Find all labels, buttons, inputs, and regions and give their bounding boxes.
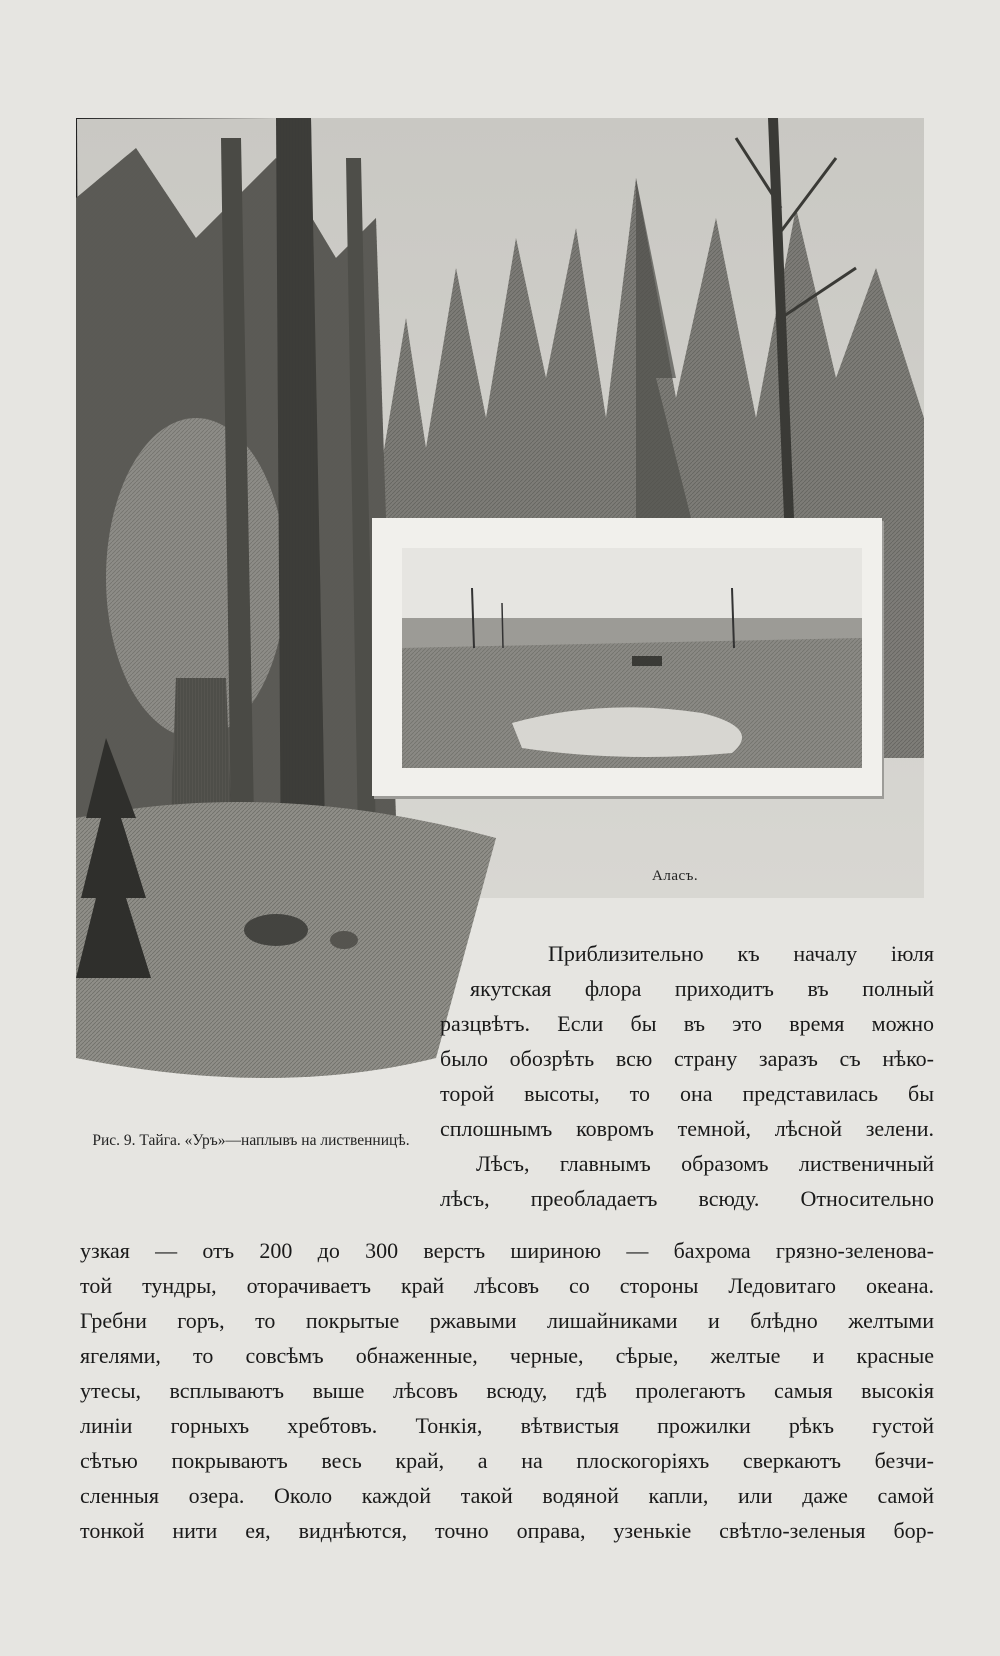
text-line: было обозрѣть всю страну заразъ съ нѣко- xyxy=(440,1046,934,1071)
text-line: Лѣсъ, главнымъ образомъ лиственичный xyxy=(476,1151,934,1176)
text-line: Приблизительно къ началу іюля xyxy=(548,941,934,966)
figure-caption: Рис. 9. Тайга. «Уръ»—наплывъ на лиственницѣ. xyxy=(92,1132,410,1149)
text-line: сленныя озера. Около каждой такой водяной капли, или даже самой xyxy=(80,1483,934,1508)
text-line: линіи горныхъ хребтовъ. Тонкія, вѣтвистыя прожилки рѣкъ густой xyxy=(80,1413,934,1438)
alas-inset-picture xyxy=(372,518,882,796)
text-line: Гребни горъ, то покрытые ржавыми лишайниками и блѣдно желтыми xyxy=(80,1308,934,1333)
right-column-text xyxy=(440,936,934,1216)
text-line: торой высоты, то она представилась бы xyxy=(440,1081,934,1106)
text-line: разцвѣтъ. Если бы въ это время можно xyxy=(440,1011,934,1036)
text-line: лѣсъ, преобладаетъ всюду. Относительно xyxy=(440,1186,934,1211)
inset-caption: Аласъ. xyxy=(652,868,699,884)
text-line: тонкой нити ея, виднѣются, точно оправа, узенькіе свѣтло-зеленыя бор- xyxy=(80,1518,934,1543)
text-line: сѣтью покрываютъ весь край, а на плоскогоріяхъ сверкаютъ безчи- xyxy=(80,1448,934,1473)
text-line: утесы, всплываютъ выше лѣсовъ всюду, гдѣ пролегаютъ самыя высокія xyxy=(80,1378,934,1403)
text-line: якутская флора приходитъ въ полный xyxy=(470,976,934,1001)
text-line: сплошнымъ ковромъ темной, лѣсной зелени. xyxy=(440,1116,934,1141)
text-line: той тундры, оторачиваетъ край лѣсовъ со стороны Ледовитаго океана. xyxy=(80,1273,934,1298)
text-line: узкая — отъ 200 до 300 верстъ шириною — бахрома грязно-зеленова- xyxy=(80,1238,934,1263)
full-width-text xyxy=(80,1233,934,1548)
text-line: ягелями, то совсѣмъ обнаженные, черные, сѣрые, желтые и красные xyxy=(80,1343,934,1368)
